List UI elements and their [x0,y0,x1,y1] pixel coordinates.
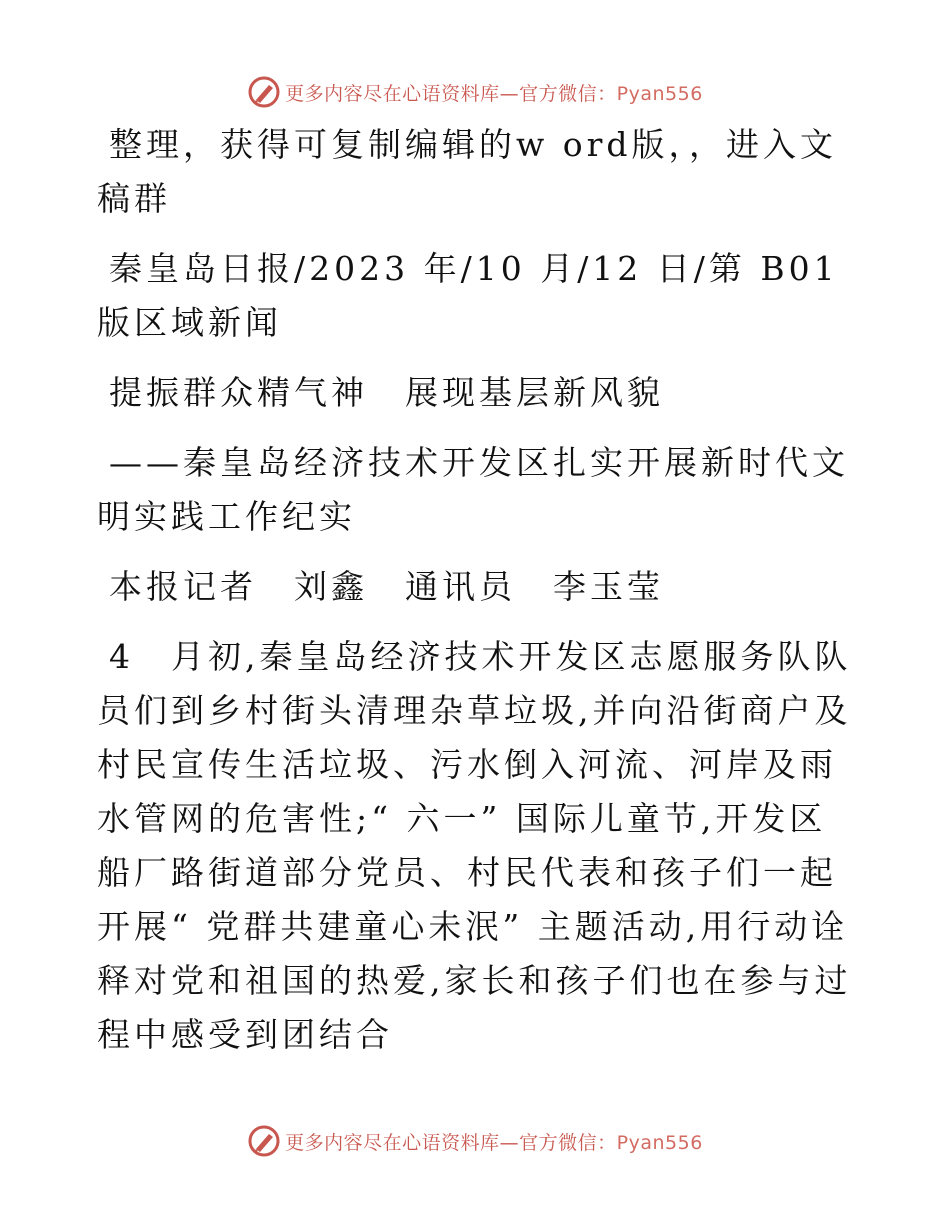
body-paragraph: 4 月初,秦皇岛经济技术开发区志愿服务队队员们到乡村街头清理杂草垃圾,并向沿街商户及村民宣传生活垃圾、污水倒入河流、河岸及雨水管网的危害性;“ 六一” 国际儿童节,开发区船厂路街道部分党员、村民代表和孩子们一起开展“ 党群共建童心未泯” 主题活动,用行动诠释对党和祖国的热爱,家长和孩子们也在参与过程中感受到团结合 [97,637,852,1054]
header-watermark-banner [0,72,950,112]
pen-logo-icon [247,75,281,109]
source-line: 秦皇岛日报/2023 年/10 月/12 日/第 B01 版区域新闻 [97,249,839,342]
wechat-id: Pyan556 [616,1131,703,1154]
banner-text: 更多内容尽在心语资料库—官方微信：Pyan556 [285,1131,703,1154]
article-subtitle: ——秦皇岛经济技术开发区扎实开展新时代文明实践工作纪实 [97,443,849,536]
banner-text: 更多内容尽在心语资料库—官方微信：Pyan556 [285,82,703,105]
byline: 本报记者 刘鑫 通讯员 李玉莹 [109,567,664,606]
pen-logo-icon [247,1124,281,1158]
article-title: 提振群众精气神 展现基层新风貌 [109,373,664,412]
footer-watermark-banner [0,1121,950,1161]
wechat-id: Pyan556 [616,82,703,105]
intro-line: 整理，获得可复制编辑的w ord版，，进入文稿群 [97,125,838,218]
document-body [97,118,857,1078]
